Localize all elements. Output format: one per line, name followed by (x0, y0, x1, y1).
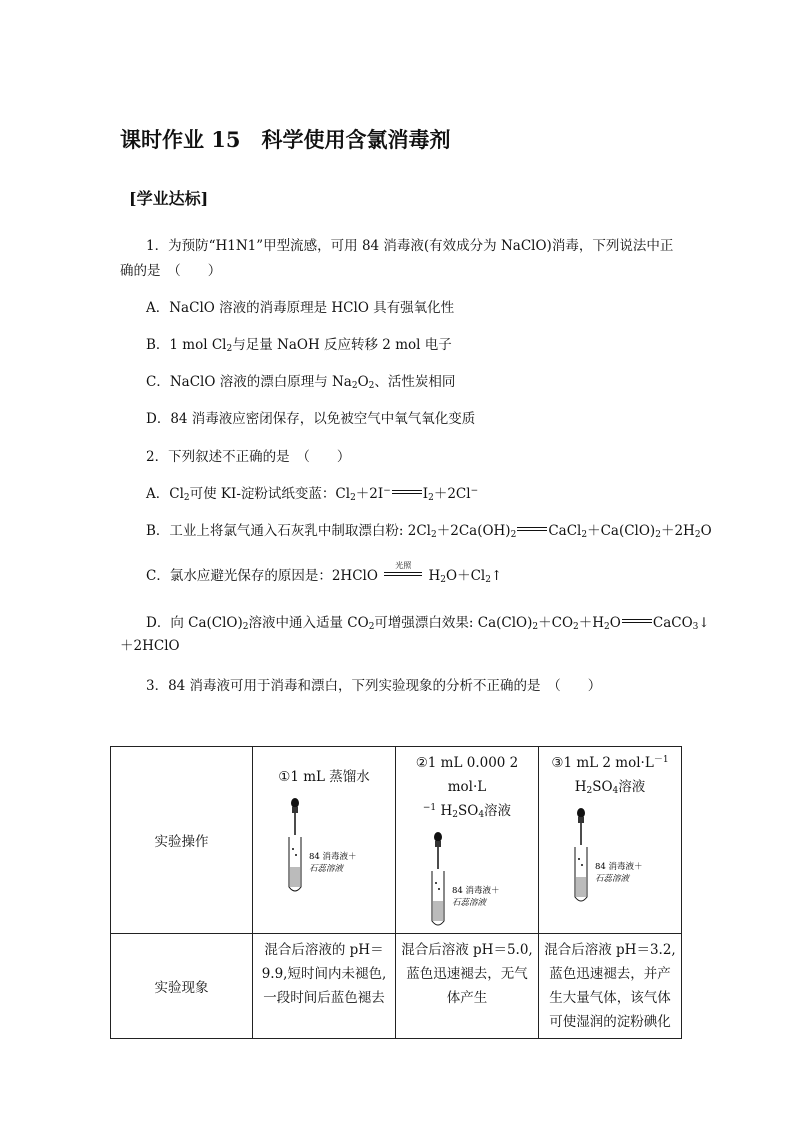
test-tube-dropper-icon (269, 795, 379, 895)
q2-option-a: A．$Cl_2$可使 KI-淀粉试纸变蓝：$Cl_2+2I^-$ $I_2+2Cl^-$ (146, 486, 479, 503)
q1-option-b: B．1 mol $Cl_2$与足量 NaOH 反应转移 2 mol 电子 (146, 337, 452, 354)
q3-stem: 3．84 消毒液可用于消毒和漂白，下列实验现象的分析不正确的是 （ ） (146, 678, 602, 694)
cell-op-3 (538, 747, 681, 934)
q1-stem: 1．为预防“H1N1”甲型流感，可用 84 消毒液(有效成分为 NaClO)消毒，下列说法中正 (146, 238, 674, 254)
row-head-observation: 实验现象 (111, 934, 253, 1039)
cell-op-2 (395, 747, 538, 934)
experiment-table (110, 746, 682, 1039)
page-title: 课时作业 15 科学使用含氯消毒剂 (120, 127, 451, 152)
test-tube-dropper-icon (555, 805, 665, 905)
op-3-label: ③1 mL 2 $mol\cdot L^{-1}$ $H_2SO_4$溶液 (551, 755, 669, 796)
q2-option-c: C．氯水应避光保存的原因是：2HClO 光照 $H_2O+Cl_2↑$ (146, 561, 503, 585)
q2-option-d-cont: ＋2HClO (120, 638, 180, 654)
test-tube-dropper-icon (412, 829, 522, 929)
q1-option-c: C．NaClO 溶液的漂白原理与 $Na_2O_2$、活性炭相同 (146, 374, 456, 391)
light-condition-sign: 光照 (382, 566, 424, 586)
q2-option-b: B．工业上将氯气通入石灰乳中制取漂白粉: $2Cl_2+2Ca(OH)_2$ $CaCl_2+Ca(ClO)_2+2H_2O$ (146, 523, 712, 540)
tube-label-1: 84 消毒液＋ (594, 862, 643, 872)
q1-stem-cont: 确的是 （ ） (120, 263, 222, 279)
q1-option-a: A．NaClO 溶液的消毒原理是 HClO 具有强氧化性 (146, 300, 455, 316)
table-row (111, 934, 682, 1039)
tube-label-2: 石蕊溶液 (308, 864, 343, 874)
cell-op-1 (253, 747, 396, 934)
cell-obs-1: 混合后溶液的 pH＝9.9,短时间内未褪色,一段时间后蓝色褪去 (253, 934, 396, 1039)
op-1-label: ①1 mL 蒸馏水 (278, 769, 370, 785)
tube-label-1: 84 消毒液＋ (451, 886, 500, 896)
cell-obs-3: 混合后溶液 pH＝3.2,蓝色迅速褪去，并产生大量气体，该气体可使湿润的淀粉碘化 (538, 934, 681, 1039)
q2-stem: 2．下列叙述不正确的是 （ ） (146, 449, 351, 465)
tube-label-1: 84 消毒液＋ (308, 852, 357, 862)
tube-label-2: 石蕊溶液 (451, 898, 486, 908)
q1-option-d: D．84 消毒液应密闭保存，以免被空气中氧气氧化变质 (146, 411, 476, 427)
row-head-operation: 实验操作 (111, 747, 253, 934)
q2-option-d: D．向 $Ca(ClO)_2$溶液中通入适量 $CO_2$可增强漂白效果: $Ca(ClO)_2+CO_2+H_2O$ CaCO$_3$↓ (146, 615, 710, 632)
tube-label-2: 石蕊溶液 (594, 874, 629, 884)
op-2-label: ②1 mL 0.000 2 mol·L $^{-1}$ $H_2SO_4$溶液 (415, 755, 519, 820)
section-heading: [学业达标] (129, 189, 209, 208)
cell-obs-2: 混合后溶液 pH＝5.0,蓝色迅速褪去，无气体产生 (395, 934, 538, 1039)
table-row (111, 747, 682, 934)
